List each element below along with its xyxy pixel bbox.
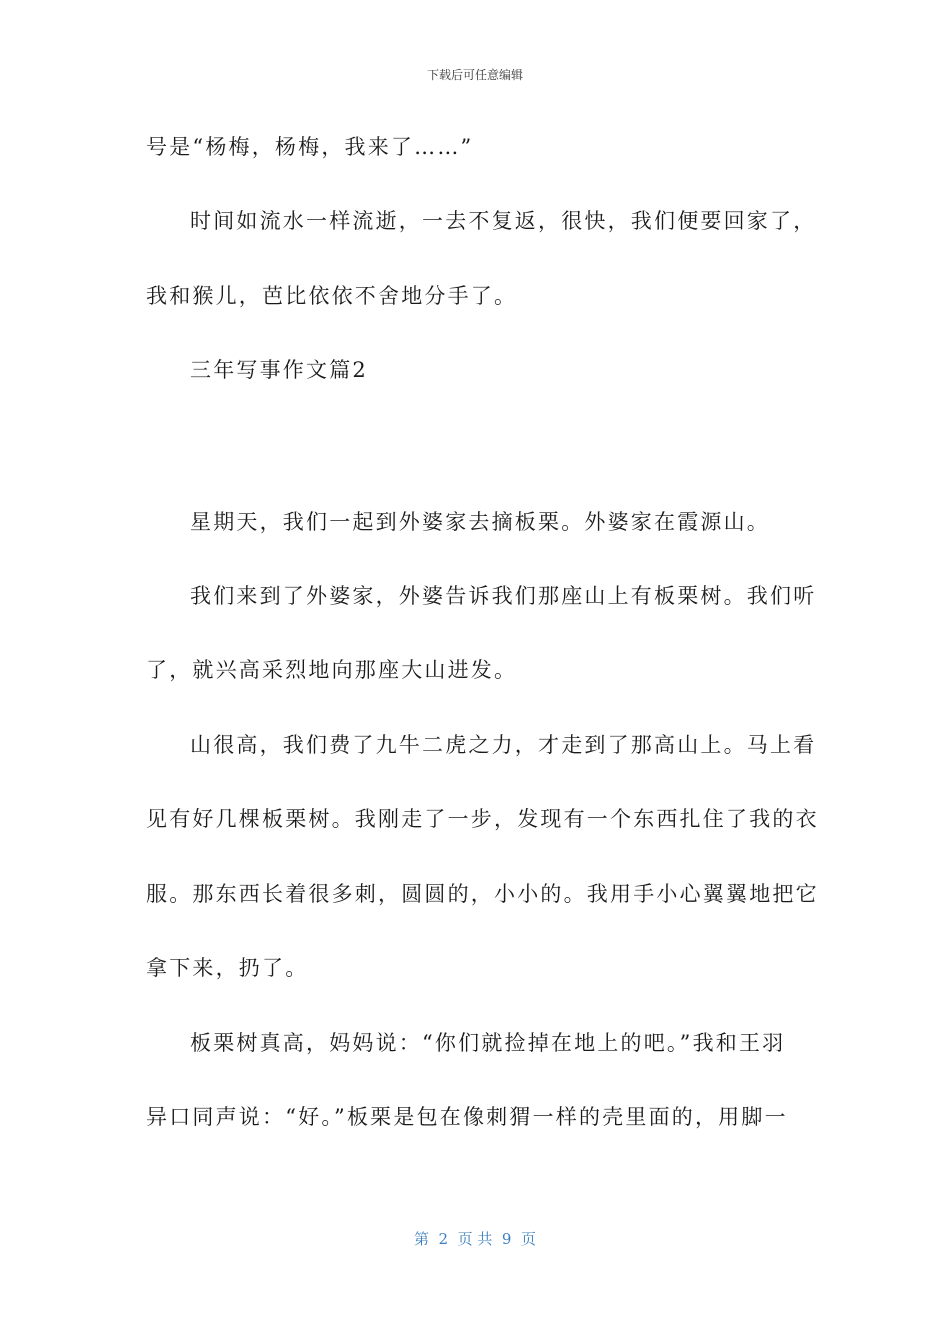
text-line-7: 了，就兴高采烈地向那座大山进发。: [146, 658, 518, 682]
page-header: 下载后可任意编辑: [426, 68, 523, 82]
text-line-6: 我们来到了外婆家，外婆告诉我们那座山上有板栗树。我们听: [190, 584, 817, 608]
page-number: 第 2 页 共 9 页: [414, 1230, 536, 1248]
text-line-10: 服。那东西长着很多刺，圆圆的，小小的。我用手小心翼翼地把它: [146, 882, 819, 906]
text-line-8: 山很高，我们费了九牛二虎之力，才走到了那高山上。马上看: [190, 733, 817, 757]
text-line-5: 星期天，我们一起到外婆家去摘板栗。外婆家在霞源山。: [190, 510, 770, 534]
text-line-11: 拿下来，扔了。: [146, 956, 309, 980]
text-line-9: 见有好几棵板栗树。我刚走了一步，发现有一个东西扎住了我的衣: [146, 807, 819, 831]
text-line-3: 我和猴儿，芭比依依不舍地分手了。: [146, 284, 518, 308]
text-line-2: 时间如流水一样流逝，一去不复返，很快，我们便要回家了，: [190, 209, 817, 233]
section-heading: 三年写事作文篇2: [190, 358, 368, 382]
text-line-12: 板栗树真高，妈妈说：“你们就捡掉在地上的吧。”我和王羽: [190, 1031, 786, 1055]
text-line-13: 异口同声说：“好。”板栗是包在像刺猬一样的壳里面的，用脚一: [146, 1105, 788, 1129]
text-line-1: 号是“杨梅，杨梅，我来了……”: [146, 135, 474, 159]
